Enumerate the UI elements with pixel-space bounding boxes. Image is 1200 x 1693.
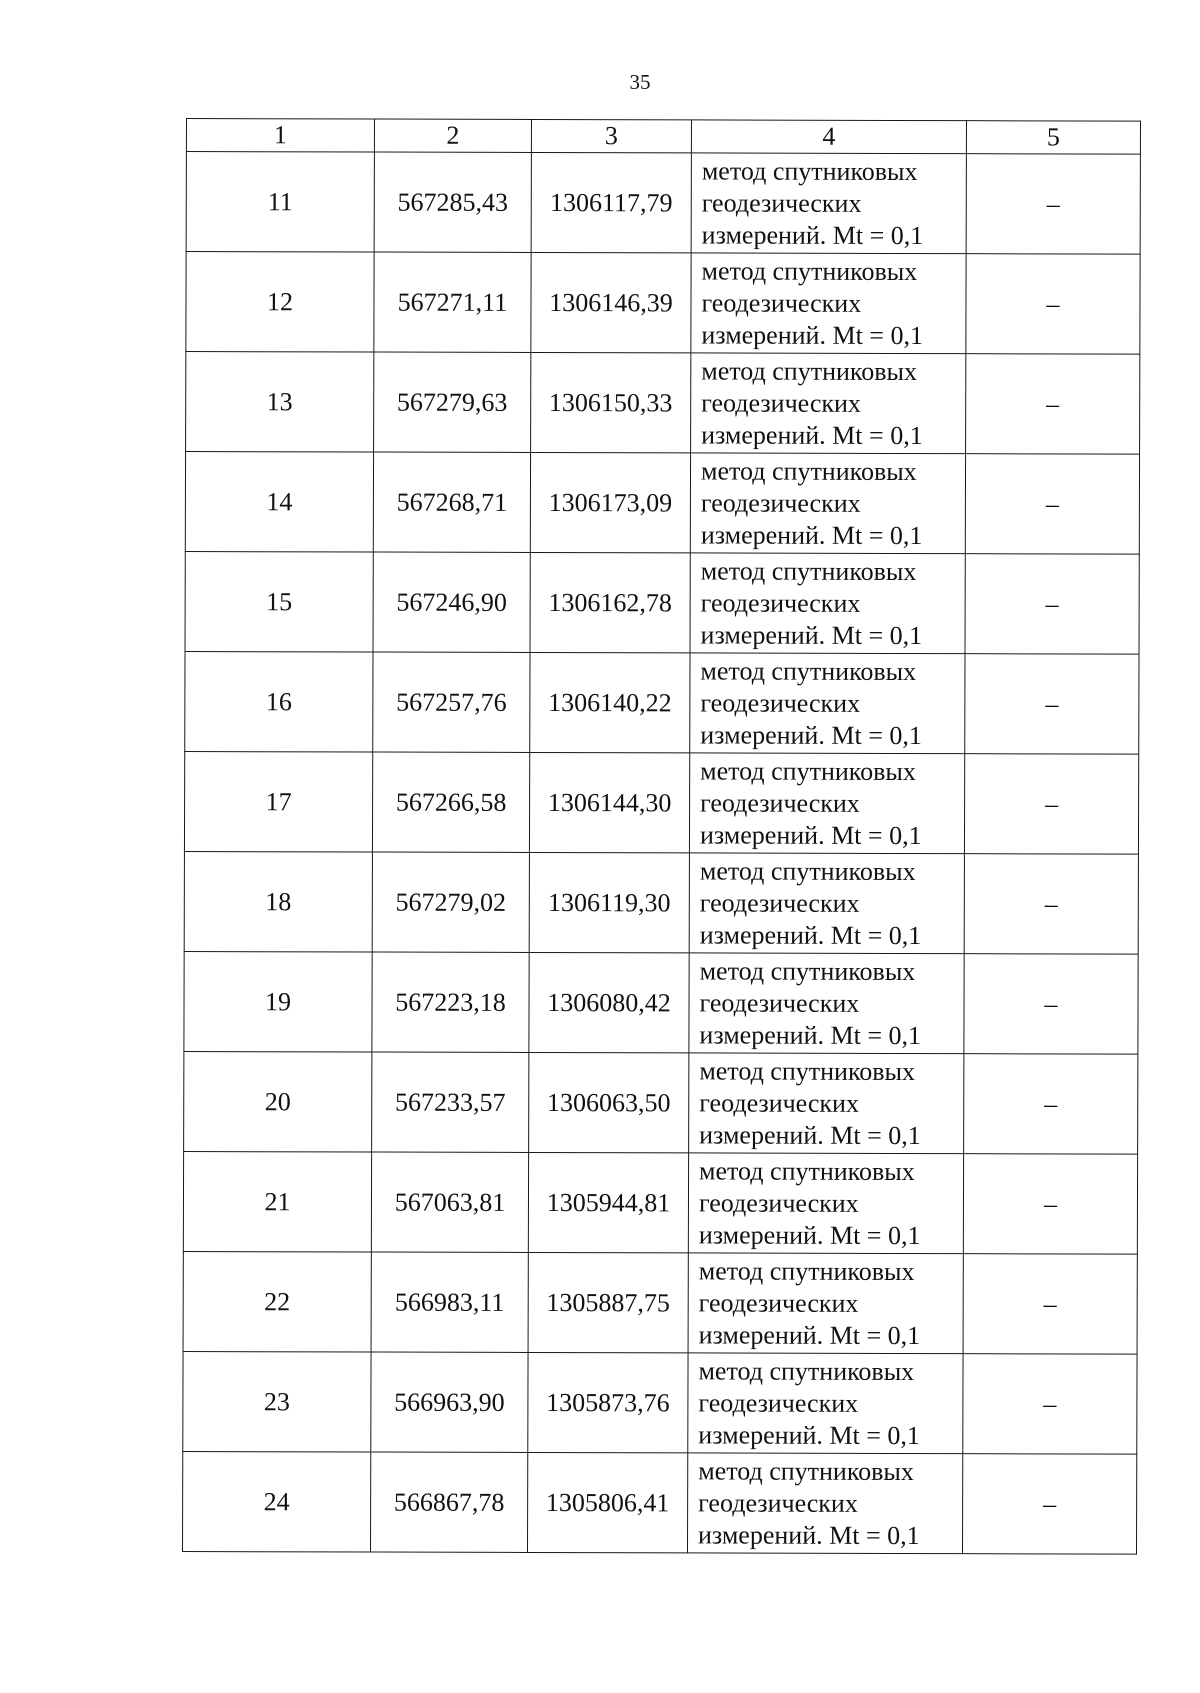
note-cell: – — [964, 754, 1138, 854]
method-line: геодезических — [698, 1187, 859, 1218]
y-coordinate-cell: 1306150,33 — [531, 352, 691, 452]
note-cell: – — [963, 1354, 1137, 1454]
x-coordinate-cell: 567223,18 — [372, 952, 529, 1052]
column-header-2: 2 — [374, 119, 531, 152]
point-number-cell: 13 — [186, 352, 374, 453]
y-coordinate-cell: 1306140,22 — [530, 652, 690, 752]
method-cell — [690, 653, 965, 754]
x-coordinate-cell: 567266,58 — [372, 752, 529, 852]
point-number-cell: 24 — [182, 1451, 370, 1552]
table-row — [184, 951, 1138, 1054]
point-number-cell: 18 — [184, 851, 372, 952]
point-number-cell: 12 — [186, 252, 374, 353]
method-cell — [689, 1053, 964, 1154]
note-cell: – — [963, 1154, 1137, 1254]
method-line: метод спутниковых — [700, 555, 917, 586]
note-cell: – — [964, 954, 1138, 1054]
x-coordinate-cell: 567279,02 — [372, 852, 529, 952]
method-line: метод спутниковых — [701, 255, 918, 286]
method-line: геодезических — [699, 1087, 860, 1118]
method-line: геодезических — [701, 187, 862, 218]
method-line: измерений. Mt = 0,1 — [699, 1019, 922, 1050]
point-number-cell: 14 — [185, 452, 373, 553]
x-coordinate-cell: 567285,43 — [374, 152, 531, 252]
table-row — [183, 1251, 1137, 1354]
table-row — [186, 152, 1140, 255]
method-line: метод спутниковых — [699, 1155, 915, 1186]
table-row — [186, 352, 1140, 455]
table-row — [186, 252, 1140, 355]
note-cell: – — [964, 1054, 1138, 1154]
point-number-cell: 17 — [184, 751, 372, 852]
point-number-cell: 15 — [185, 551, 373, 652]
method-line: измерений. Mt = 0,1 — [699, 919, 922, 950]
x-coordinate-cell: 567268,71 — [373, 452, 530, 552]
method-cell — [689, 853, 964, 954]
method-cell — [691, 353, 966, 454]
y-coordinate-cell: 1306063,50 — [529, 1052, 689, 1152]
method-line: метод спутниковых — [700, 755, 916, 786]
x-coordinate-cell: 567233,57 — [372, 1052, 529, 1152]
method-line: измерений. Mt = 0,1 — [698, 1419, 920, 1450]
y-coordinate-cell: 1305873,76 — [528, 1352, 688, 1452]
method-line: измерений. Mt = 0,1 — [701, 419, 923, 450]
column-header-4: 4 — [691, 120, 966, 154]
method-line: метод спутниковых — [700, 655, 917, 686]
note-cell: – — [965, 454, 1139, 554]
x-coordinate-cell: 567246,90 — [373, 552, 530, 652]
method-cell — [688, 1353, 963, 1454]
note-cell: – — [966, 354, 1140, 454]
method-line: измерений. Mt = 0,1 — [698, 1519, 920, 1550]
table-body — [182, 152, 1140, 1555]
method-line: геодезических — [700, 787, 860, 818]
method-line: измерений. Mt = 0,1 — [699, 819, 922, 850]
method-line: метод спутниковых — [698, 1355, 915, 1386]
method-line: измерений. Mt = 0,1 — [700, 519, 923, 550]
method-line: геодезических — [700, 687, 861, 718]
point-number-cell: 11 — [186, 152, 374, 253]
method-cell — [687, 1453, 962, 1554]
table-header — [186, 119, 1140, 155]
method-line: измерений. Mt = 0,1 — [700, 719, 922, 750]
note-cell: – — [965, 654, 1139, 754]
method-line: метод спутниковых — [698, 1455, 914, 1486]
point-number-cell: 22 — [183, 1251, 371, 1352]
y-coordinate-cell: 1306146,39 — [531, 252, 691, 352]
method-line: измерений. Mt = 0,1 — [700, 619, 923, 650]
method-line: геодезических — [699, 887, 860, 918]
method-line: метод спутниковых — [700, 455, 917, 486]
method-cell — [688, 1153, 963, 1254]
method-cell — [691, 153, 966, 254]
method-cell — [689, 953, 964, 1054]
method-line: геодезических — [701, 287, 862, 318]
x-coordinate-cell: 567257,76 — [373, 652, 530, 752]
method-line: геодезических — [698, 1287, 859, 1318]
table-row — [185, 452, 1139, 555]
y-coordinate-cell: 1306119,30 — [529, 852, 689, 952]
column-header-1: 1 — [186, 119, 374, 153]
method-line: измерений. Mt = 0,1 — [699, 1119, 921, 1150]
table-row — [185, 651, 1139, 754]
method-line: метод спутниковых — [699, 955, 916, 986]
method-cell — [690, 553, 965, 654]
point-number-cell: 21 — [183, 1151, 371, 1252]
y-coordinate-cell: 1306144,30 — [529, 752, 689, 852]
table-row — [184, 851, 1138, 954]
point-number-cell: 19 — [184, 951, 372, 1052]
method-line: метод спутниковых — [701, 155, 918, 186]
x-coordinate-cell: 567063,81 — [371, 1152, 528, 1252]
method-line: геодезических — [700, 487, 861, 518]
method-cell — [690, 453, 965, 554]
note-cell: – — [966, 154, 1140, 254]
y-coordinate-cell: 1305887,75 — [528, 1252, 688, 1352]
table-row — [183, 1151, 1137, 1254]
column-header-5: 5 — [966, 121, 1140, 154]
table-row — [182, 1451, 1136, 1554]
method-cell — [691, 253, 966, 354]
y-coordinate-cell: 1306117,79 — [531, 152, 691, 252]
y-coordinate-cell: 1305944,81 — [528, 1152, 688, 1252]
x-coordinate-cell: 566867,78 — [370, 1452, 527, 1552]
note-cell: – — [965, 554, 1139, 654]
note-cell: – — [964, 854, 1138, 954]
x-coordinate-cell: 566983,11 — [371, 1252, 528, 1352]
table-row — [185, 551, 1139, 654]
column-header-3: 3 — [531, 119, 691, 152]
method-line: метод спутниковых — [699, 1055, 916, 1086]
y-coordinate-cell: 1306162,78 — [530, 552, 690, 652]
method-line: метод спутниковых — [698, 1255, 915, 1286]
page-number: 35 — [629, 70, 651, 94]
point-number-cell: 20 — [184, 1051, 372, 1152]
method-line: метод спутниковых — [701, 355, 918, 386]
note-cell: – — [966, 254, 1140, 354]
y-coordinate-cell: 1305806,41 — [527, 1452, 687, 1552]
y-coordinate-cell: 1306173,09 — [530, 452, 690, 552]
y-coordinate-cell: 1306080,42 — [529, 952, 689, 1052]
method-line: измерений. Mt = 0,1 — [698, 1219, 921, 1250]
point-number-cell: 23 — [183, 1351, 371, 1452]
method-line: измерений. Mt = 0,1 — [701, 319, 924, 350]
header-row — [186, 119, 1140, 155]
method-line: геодезических — [701, 387, 861, 418]
method-cell — [689, 753, 964, 854]
x-coordinate-cell: 566963,90 — [371, 1352, 528, 1452]
table-row — [183, 1351, 1137, 1454]
method-line: измерений. Mt = 0,1 — [701, 219, 924, 250]
method-line: метод спутниковых — [699, 855, 916, 886]
method-line: геодезических — [698, 1387, 859, 1418]
note-cell: – — [963, 1254, 1137, 1354]
table-row — [184, 1051, 1138, 1154]
method-line: измерений. Mt = 0,1 — [698, 1319, 921, 1350]
x-coordinate-cell: 567279,63 — [374, 352, 531, 452]
method-line: геодезических — [700, 587, 861, 618]
table-row — [184, 751, 1138, 854]
method-line: геодезических — [698, 1487, 858, 1518]
method-line: геодезических — [699, 987, 860, 1018]
note-cell: – — [962, 1454, 1136, 1554]
point-number-cell: 16 — [185, 651, 373, 752]
x-coordinate-cell: 567271,11 — [374, 252, 531, 352]
coordinates-table — [182, 118, 1141, 1555]
method-cell — [688, 1253, 963, 1354]
